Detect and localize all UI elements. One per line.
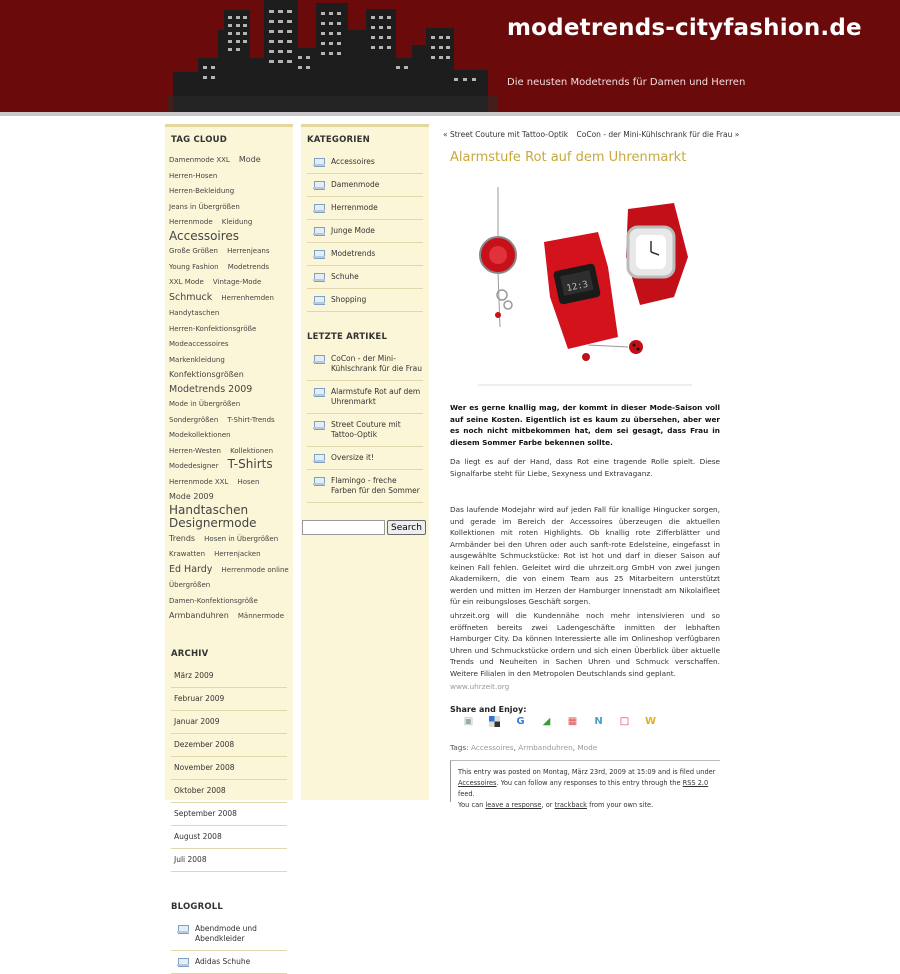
post-title[interactable]: Alarmstufe Rot auf dem Uhrenmarkt	[450, 150, 687, 165]
stumbleupon-icon[interactable]: ◢	[542, 716, 551, 727]
archive-item-label: November 2008	[174, 762, 235, 772]
red-watches-product-image	[478, 187, 692, 387]
tag-link[interactable]: Mode	[577, 743, 598, 752]
document-icon	[313, 454, 325, 462]
tag-cloud-link[interactable]: Hosen	[237, 477, 260, 486]
tag-cloud-link[interactable]: Accessoires	[169, 228, 240, 243]
tag-cloud-link[interactable]: Modedesigner	[169, 462, 219, 470]
tag-cloud-link[interactable]: Männermode	[237, 612, 285, 620]
meta-text: You can	[458, 801, 484, 809]
share-icons	[462, 715, 657, 728]
meta-text: This entry was posted on Montag, März 23rd, 2009 at 15:09 and is filed under	[458, 768, 716, 776]
search-form	[302, 520, 426, 535]
archive-item[interactable]	[171, 711, 287, 734]
category-item[interactable]	[307, 174, 423, 197]
tag-cloud-link[interactable]: Herren-Hosen	[169, 171, 218, 180]
category-item[interactable]	[307, 197, 423, 220]
tag-cloud-link[interactable]: Kleidung	[221, 218, 253, 226]
meta-category-link[interactable]: Accessoires	[458, 779, 497, 787]
recent-post-item[interactable]	[307, 414, 423, 447]
mister-wong-icon[interactable]: ▦	[567, 716, 578, 727]
archive-item-label: Januar 2009	[174, 716, 220, 726]
tag-cloud-link[interactable]: Hosen in Übergrößen	[204, 534, 279, 543]
recent-post-item[interactable]	[307, 470, 423, 503]
tag-link[interactable]: Accessoires	[470, 743, 514, 752]
blogroll-item-label: Abendmode und Abendkleider	[195, 923, 257, 943]
document-icon	[177, 925, 189, 933]
left-sidebar	[165, 124, 293, 966]
document-icon	[313, 421, 325, 429]
categories-list	[301, 151, 429, 312]
post-intro: Wer es gerne knallig mag, der kommt in dieser Mode-Saison voll auf seine Kosten. Eigentlich ist es kaum zu übersehen, aber wer es noch nicht mitbekommen hat, dem sei gesagt, dass Frau in diesem Sommer Farbe bekennen sollte.	[450, 403, 720, 447]
post-paragraph-3: uhrzeit.org will die Kundennähe noch mehr intensivieren und so eröffneten bereits zwei Ladengeschäfte inmitten der lebhaften Hamburger City. Da können Interessierte alle im Onlineshop verfügbaren Uhren und Schmuckstücke ordern und sich einen Überblick über aktuelle Trends und Neuheiten in Sachen Uhren und Schmuck verschaffen. Weitere Filialen in den Metropolen Deutschlands sind geplant.	[450, 611, 720, 678]
archive-item-label: Dezember 2008	[174, 739, 235, 749]
tag-cloud-link[interactable]: Modeaccessoires	[169, 340, 229, 348]
tag-cloud-link[interactable]: Modekollektionen	[169, 431, 231, 439]
tag-cloud-link[interactable]: Herren-Westen	[169, 446, 221, 455]
tag-cloud-link[interactable]: Schmuck	[169, 291, 213, 303]
tag-cloud-link[interactable]: Herrenmode online	[221, 565, 289, 574]
tag-cloud-link[interactable]: XXL Mode	[169, 278, 204, 286]
category-item-label: Damenmode	[331, 180, 380, 189]
tag-cloud-link[interactable]: Sondergrößen	[169, 415, 219, 424]
recent-title: LETZTE ARTIKEL	[307, 332, 388, 342]
category-item[interactable]	[307, 151, 423, 174]
site-tagline: Die neusten Modetrends für Damen und Herren	[507, 77, 746, 88]
document-icon	[313, 296, 325, 304]
recent-post-item-label: CoCon - der Mini-Kühlschrank für die Frau	[331, 354, 422, 373]
tag-link[interactable]: Armbanduhren	[518, 743, 573, 752]
recent-posts-list	[301, 348, 429, 503]
post-navigation	[443, 130, 745, 139]
trackback-link[interactable]: trackback	[554, 801, 587, 809]
tag-cloud-link[interactable]: Konfektionsgrößen	[169, 370, 244, 379]
rss-link[interactable]: RSS 2.0	[682, 779, 709, 787]
google-bookmarks-icon[interactable]: G	[516, 716, 525, 727]
source-link[interactable]: www.uhrzeit.org	[450, 682, 510, 691]
archive-item[interactable]	[171, 849, 287, 872]
category-item-label: Accessoires	[331, 157, 375, 166]
prev-post-link[interactable]: « Street Couture mit Tattoo-Optik	[443, 130, 569, 139]
post-meta-box	[450, 760, 720, 809]
tag-cloud-link[interactable]: Designermode	[169, 516, 257, 530]
document-icon	[313, 477, 325, 485]
middle-sidebar	[301, 124, 429, 800]
meta-text: . You can follow any responses to this entry through the	[496, 779, 681, 787]
tag-cloud-link[interactable]: Herren-Bekleidung	[169, 187, 235, 195]
archive-item-label: März 2009	[174, 670, 214, 680]
header-divider	[0, 112, 900, 116]
document-icon	[313, 227, 325, 235]
post-paragraph-2: Das laufende Modejahr wird auf jeden Fall für knallige Hingucker sorgen, und gerade im Bereich der Accessoires überzeugen die aktuellen Kollektionen mit roten Highlights. Ob knallig rote Zifferblätter und Armbänder bei den Uhren oder auch sanft-rote Edelsteine, eingefasst in ausgewählte Schmuckstücke: Rot ist hot und darf in dieser Saison auf keinen Fall fehlen. Geleitet wird die uhrzeit.org GmbH von zwei jungen Akademikern, die von einem Team aus 25 Mitarbeitern unterstützt werden und mitten im Herzen der Hamburger Innenstadt am Nikolaifleet für ein reibungsloses Geschäft sorgen.	[450, 505, 720, 606]
tag-cloud-link[interactable]: Modetrends 2009	[169, 383, 253, 395]
document-icon	[313, 204, 325, 212]
archive-item-label: Februar 2009	[174, 693, 225, 703]
category-item[interactable]	[307, 266, 423, 289]
svg-text:12:3: 12:3	[565, 279, 590, 295]
search-input[interactable]	[302, 520, 385, 535]
tag-cloud-link[interactable]: Mode in Übergrößen	[169, 400, 241, 408]
tag-cloud-link[interactable]: Damen-Konfektionsgröße	[169, 596, 258, 605]
tag-cloud-link[interactable]: Mode 2009	[169, 492, 214, 501]
recent-post-item-label: Street Couture mit Tattoo-Optik	[331, 420, 401, 439]
archive-item[interactable]	[171, 803, 287, 826]
tag-cloud-link[interactable]: Herrenjacken	[214, 550, 261, 558]
category-item-label: Shopping	[331, 295, 367, 304]
recent-post-item[interactable]	[307, 447, 423, 470]
site-title[interactable]: modetrends-cityfashion.de	[507, 15, 862, 41]
archive-title: ARCHIV	[171, 648, 209, 659]
tag-cloud-link[interactable]: Übergrößen	[169, 581, 211, 589]
webnews-icon[interactable]: W	[644, 716, 657, 727]
document-icon	[313, 388, 325, 396]
leave-response-link[interactable]: leave a response	[485, 801, 542, 809]
tag-cloud-link[interactable]: Vintage-Mode	[212, 278, 262, 286]
archive-item[interactable]	[171, 757, 287, 780]
tag-cloud-link[interactable]: Ed Hardy	[169, 563, 213, 575]
tag-cloud-link[interactable]: Kollektionen	[230, 446, 274, 455]
netvibes-icon[interactable]: N	[594, 716, 603, 727]
category-item[interactable]	[307, 220, 423, 243]
blogroll-title: BLOGROLL	[171, 901, 223, 912]
blogroll-item[interactable]	[171, 951, 287, 974]
archive-item[interactable]	[171, 665, 287, 688]
recent-post-item-label: Oversize it!	[331, 453, 374, 462]
blogroll-item[interactable]	[171, 918, 287, 951]
tag-cloud-link[interactable]: Krawatten	[169, 550, 206, 558]
tag-cloud-link[interactable]: Herrenmode	[169, 218, 213, 226]
document-icon	[313, 158, 325, 166]
blogroll-item-label: Adidas Schuhe	[195, 956, 251, 966]
meta-text: from your own site.	[589, 801, 654, 809]
recent-post-item-label: Flamingo - freche Farben für den Sommer	[331, 476, 420, 495]
tag-cloud-link[interactable]: Herrenhemden	[221, 293, 274, 302]
tag-cloud-link[interactable]: Herren-Konfektionsgröße	[169, 324, 257, 333]
tag-cloud-link[interactable]: Markenkleidung	[169, 355, 225, 364]
recent-post-item[interactable]	[307, 348, 423, 381]
tagcloud-title: TAG CLOUD	[171, 135, 227, 145]
category-item-label: Junge Mode	[331, 226, 375, 235]
digg-icon[interactable]: ▣	[463, 716, 474, 727]
share-title: Share and Enjoy:	[450, 705, 527, 714]
technorati-icon[interactable]: □	[619, 716, 630, 727]
categories-title: KATEGORIEN	[307, 135, 370, 145]
archive-item-label: Juli 2008	[174, 854, 207, 864]
tag-cloud-link[interactable]: Handtaschen	[169, 502, 249, 517]
tag-cloud-link[interactable]: Handytaschen	[169, 309, 220, 317]
delicious-icon[interactable]	[488, 715, 501, 728]
archive-item-label: September 2008	[174, 808, 237, 818]
category-item[interactable]	[307, 243, 423, 266]
archive-item[interactable]	[171, 688, 287, 711]
meta-text: , or	[541, 801, 553, 809]
document-icon	[313, 181, 325, 189]
tag-cloud-link[interactable]: Herrenjeans	[227, 247, 270, 255]
blogroll-list	[165, 918, 293, 974]
document-icon	[313, 355, 325, 363]
archive-item[interactable]	[171, 780, 287, 803]
site-header	[0, 0, 900, 114]
tag-cloud-link[interactable]: Young Fashion	[169, 262, 219, 271]
city-skyline-logo	[168, 0, 498, 112]
tag-cloud-link[interactable]: Trends	[169, 533, 196, 543]
search-button[interactable]: Search	[387, 520, 426, 535]
tags-label: Tags:	[450, 743, 469, 752]
tag-cloud-link[interactable]: Große Größen	[169, 247, 218, 255]
archive-item[interactable]	[171, 734, 287, 757]
archive-item-label: August 2008	[174, 831, 222, 841]
tag-cloud-link[interactable]: Mode	[238, 155, 261, 164]
category-item-label: Schuhe	[331, 272, 359, 281]
post-tags: Tags: Accessoires, Armbanduhren, Mode	[450, 743, 598, 752]
archive-item[interactable]	[171, 826, 287, 849]
document-icon	[313, 273, 325, 281]
archive-item-label: Oktober 2008	[174, 785, 226, 795]
recent-post-item-label: Alarmstufe Rot auf dem Uhrenmarkt	[331, 387, 421, 406]
tag-cloud-link[interactable]: Armbanduhren	[169, 611, 229, 620]
tag-cloud-link[interactable]: T-Shirt-Trends	[227, 415, 275, 424]
category-item-label: Herrenmode	[331, 203, 378, 212]
category-item[interactable]	[307, 289, 423, 312]
tag-cloud-link[interactable]: Modetrends	[227, 262, 270, 271]
tag-cloud-link[interactable]: Jeans in Übergrößen	[169, 202, 240, 211]
meta-text: feed.	[458, 790, 475, 798]
tag-cloud	[165, 151, 293, 623]
tag-cloud-link[interactable]: T-Shirts	[227, 457, 273, 471]
tag-cloud-link[interactable]: Damenmode XXL	[169, 156, 230, 164]
recent-post-item[interactable]	[307, 381, 423, 414]
document-icon	[177, 958, 189, 966]
category-item-label: Modetrends	[331, 249, 376, 258]
tag-cloud-link[interactable]: Herrenmode XXL	[169, 477, 229, 486]
post-paragraph-1: Da liegt es auf der Hand, dass Rot eine tragende Rolle spielt. Diese Signalfarbe steht für Liebe, Sexyness und Extravaganz.	[450, 457, 720, 478]
document-icon	[313, 250, 325, 258]
next-post-link[interactable]: CoCon - der Mini-Kühlschrank für die Frau »	[576, 130, 740, 139]
archive-list	[165, 665, 293, 872]
